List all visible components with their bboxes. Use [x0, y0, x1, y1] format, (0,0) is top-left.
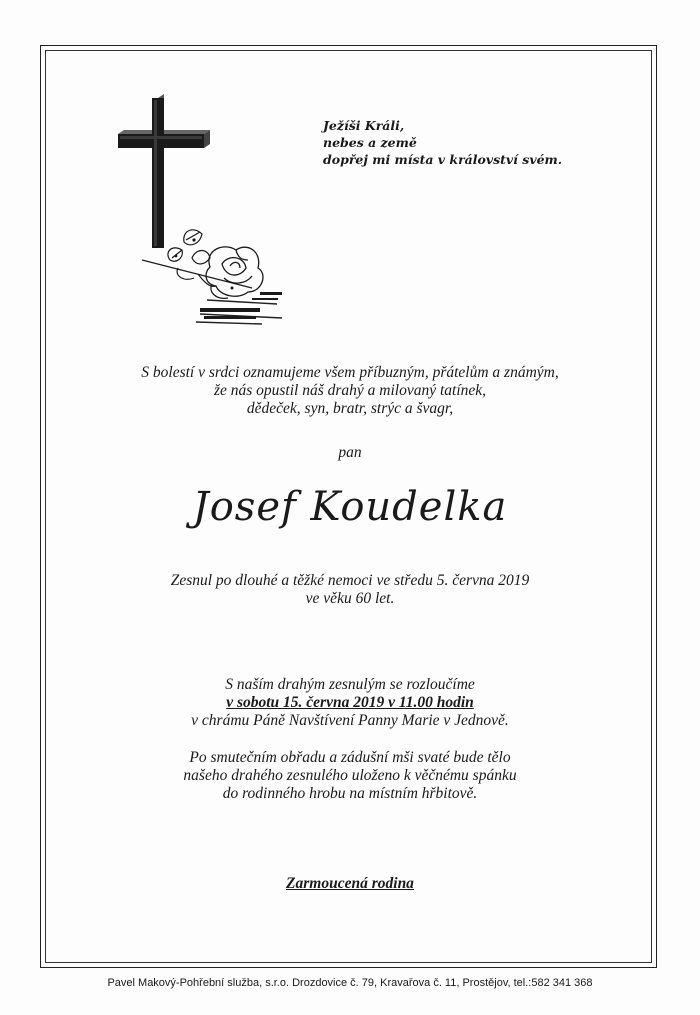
title-word: pan — [338, 444, 362, 461]
deceased-name: Josef Koudelka — [192, 484, 508, 530]
cross-with-rose-icon — [112, 92, 312, 332]
death-info — [60, 572, 640, 608]
verse-line: nebes a země — [323, 135, 417, 150]
death-info-line: ve věku 60 let. — [305, 590, 395, 607]
announcement-line: dědeček, syn, bratr, strýc a švagr, — [246, 400, 454, 417]
verse — [323, 117, 583, 168]
burial-line: našeho drahého zesnulého uloženo k věčnému spánku — [183, 767, 517, 784]
signature: Zarmoucená rodina — [286, 875, 414, 892]
death-info-line: Zesnul po dlouhé a těžké nemoci ve středu 5. června 2019 — [170, 572, 530, 589]
burial-line: do rodinného hrobu na místním hřbitově. — [222, 785, 478, 802]
ceremony-date: v sobotu 15. června 2019 v 11.00 hodin — [226, 694, 474, 711]
burial-line: Po smutečním obřadu a zádušní mši svaté bude tělo — [189, 749, 511, 766]
verse-line: dopřej mi místa v království svém. — [323, 152, 563, 167]
announcement — [60, 364, 640, 418]
announcement-line: že nás opustil náš drahý a milovaný tatínek, — [213, 382, 487, 399]
verse-line: Ježíši Králi, — [323, 118, 405, 133]
ceremony-place: v chrámu Páně Navštívení Panny Marie v Jednově. — [191, 712, 509, 729]
ceremony-info — [60, 676, 640, 730]
ceremony-intro: S naším drahým zesnulým se rozloučíme — [225, 676, 475, 693]
footer-contact: Pavel Makový-Pohřební služba, s.r.o. Drozdovice č. 79, Kravařova č. 11, Prostějov, tel.:582 341 368 — [107, 977, 593, 989]
announcement-line: S bolestí v srdci oznamujeme všem příbuzným, přátelům a známým, — [141, 364, 559, 381]
burial-info — [60, 749, 640, 803]
